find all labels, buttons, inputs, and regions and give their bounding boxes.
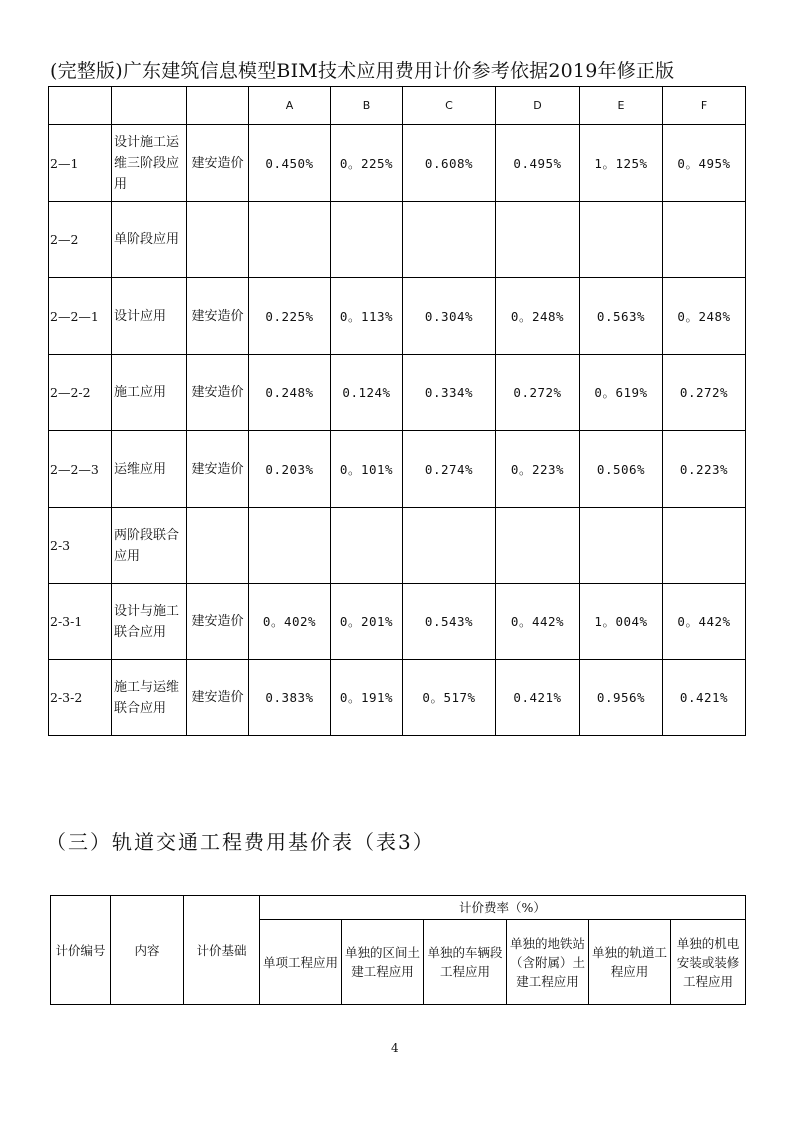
rate-cell-d <box>496 202 580 278</box>
column-header <box>49 87 112 125</box>
table-row <box>49 278 746 355</box>
rate-cell-c <box>403 202 496 278</box>
table-row <box>49 431 746 508</box>
rate-cell-a <box>249 202 331 278</box>
basis-cell: 建安造价 <box>187 355 249 431</box>
rate-cell-a: 0.248% <box>249 355 331 431</box>
rate-cell-c: 0.608% <box>403 125 496 202</box>
column-header-content: 内容 <box>111 896 184 1005</box>
rate-cell-d <box>496 508 580 584</box>
content-cell: 运维应用 <box>112 431 187 508</box>
rate-cell-f <box>663 202 746 278</box>
bim-fee-rate-table <box>48 86 746 736</box>
table-row <box>49 660 746 736</box>
rate-cell-c: 0.304% <box>403 278 496 355</box>
rate-cell-f: 0。495% <box>663 125 746 202</box>
column-header-d: D <box>496 87 580 125</box>
basis-cell <box>187 508 249 584</box>
column-header-sub: 单独的车辆段工程应用 <box>424 920 507 1005</box>
column-header-code: 计价编号 <box>51 896 111 1005</box>
rate-cell-d: 0。223% <box>496 431 580 508</box>
rate-cell-b: 0。201% <box>331 584 403 660</box>
rate-cell-c: 0。517% <box>403 660 496 736</box>
rate-cell-b: 0。101% <box>331 431 403 508</box>
rail-transit-fee-table <box>50 895 746 1005</box>
rate-cell-f: 0.272% <box>663 355 746 431</box>
rate-cell-e: 1。125% <box>580 125 663 202</box>
column-header-f: F <box>663 87 746 125</box>
rate-cell-c: 0.274% <box>403 431 496 508</box>
column-header <box>187 87 249 125</box>
code-cell: 2—1 <box>49 125 112 202</box>
table-row <box>49 355 746 431</box>
column-header-c: C <box>403 87 496 125</box>
rate-cell-b: 0.124% <box>331 355 403 431</box>
content-cell: 单阶段应用 <box>112 202 187 278</box>
rate-cell-e: 0.506% <box>580 431 663 508</box>
rate-cell-a <box>249 508 331 584</box>
rate-cell-f: 0。248% <box>663 278 746 355</box>
rate-cell-d: 0.495% <box>496 125 580 202</box>
code-cell: 2—2-2 <box>49 355 112 431</box>
content-cell: 施工与运维联合应用 <box>112 660 187 736</box>
column-header-e: E <box>580 87 663 125</box>
code-cell: 2—2—3 <box>49 431 112 508</box>
column-header-sub: 单独的机电安装或装修工程应用 <box>671 920 746 1005</box>
rate-cell-d: 0.272% <box>496 355 580 431</box>
rate-cell-a: 0.450% <box>249 125 331 202</box>
rate-cell-f <box>663 508 746 584</box>
column-group-header-rate: 计价费率（%） <box>260 896 746 920</box>
content-cell: 设计与施工联合应用 <box>112 584 187 660</box>
basis-cell: 建安造价 <box>187 125 249 202</box>
basis-cell <box>187 202 249 278</box>
rate-cell-d: 0。248% <box>496 278 580 355</box>
section-heading: （三）轨道交通工程费用基价表（表3） <box>46 830 435 854</box>
rate-cell-a: 0。402% <box>249 584 331 660</box>
column-header-sub: 单独的区间土建工程应用 <box>342 920 424 1005</box>
rate-cell-c: 0.334% <box>403 355 496 431</box>
rate-cell-c: 0.543% <box>403 584 496 660</box>
column-header-sub: 单独的轨道工程应用 <box>589 920 671 1005</box>
table-row <box>49 202 746 278</box>
rate-cell-e <box>580 508 663 584</box>
code-cell: 2—2 <box>49 202 112 278</box>
table-row <box>49 125 746 202</box>
column-header-a: A <box>249 87 331 125</box>
rate-cell-b: 0。225% <box>331 125 403 202</box>
column-header-sub: 单独的地铁站（含附属）土建工程应用 <box>507 920 589 1005</box>
basis-cell: 建安造价 <box>187 278 249 355</box>
content-cell: 设计施工运维三阶段应用 <box>112 125 187 202</box>
table-header-row <box>49 87 746 125</box>
rate-cell-e: 1。004% <box>580 584 663 660</box>
rate-cell-f: 0.223% <box>663 431 746 508</box>
content-cell: 两阶段联合应用 <box>112 508 187 584</box>
rate-cell-b: 0。191% <box>331 660 403 736</box>
code-cell: 2-3 <box>49 508 112 584</box>
rate-cell-e <box>580 202 663 278</box>
basis-cell: 建安造价 <box>187 584 249 660</box>
rate-cell-a: 0.225% <box>249 278 331 355</box>
document-title: (完整版)广东建筑信息模型BIM技术应用费用计价参考依据2019年修正版 <box>50 60 675 82</box>
rate-cell-d: 0。442% <box>496 584 580 660</box>
content-cell: 设计应用 <box>112 278 187 355</box>
rate-cell-e: 0.956% <box>580 660 663 736</box>
rate-cell-c <box>403 508 496 584</box>
rate-cell-a: 0.383% <box>249 660 331 736</box>
rate-cell-b: 0。113% <box>331 278 403 355</box>
code-cell: 2-3-2 <box>49 660 112 736</box>
rate-cell-e: 0.563% <box>580 278 663 355</box>
rate-cell-a: 0.203% <box>249 431 331 508</box>
basis-cell: 建安造价 <box>187 431 249 508</box>
rate-cell-e: 0。619% <box>580 355 663 431</box>
rate-cell-b <box>331 202 403 278</box>
rate-cell-f: 0。442% <box>663 584 746 660</box>
rate-cell-f: 0.421% <box>663 660 746 736</box>
rate-cell-b <box>331 508 403 584</box>
column-header-b: B <box>331 87 403 125</box>
column-header <box>112 87 187 125</box>
table-row <box>49 584 746 660</box>
basis-cell: 建安造价 <box>187 660 249 736</box>
rate-cell-d: 0.421% <box>496 660 580 736</box>
table-row <box>49 508 746 584</box>
page-number: 4 <box>391 1041 399 1055</box>
code-cell: 2-3-1 <box>49 584 112 660</box>
code-cell: 2—2—1 <box>49 278 112 355</box>
table-header-row <box>51 896 746 920</box>
content-cell: 施工应用 <box>112 355 187 431</box>
column-header-sub: 单项工程应用 <box>260 920 342 1005</box>
column-header-basis: 计价基础 <box>184 896 260 1005</box>
